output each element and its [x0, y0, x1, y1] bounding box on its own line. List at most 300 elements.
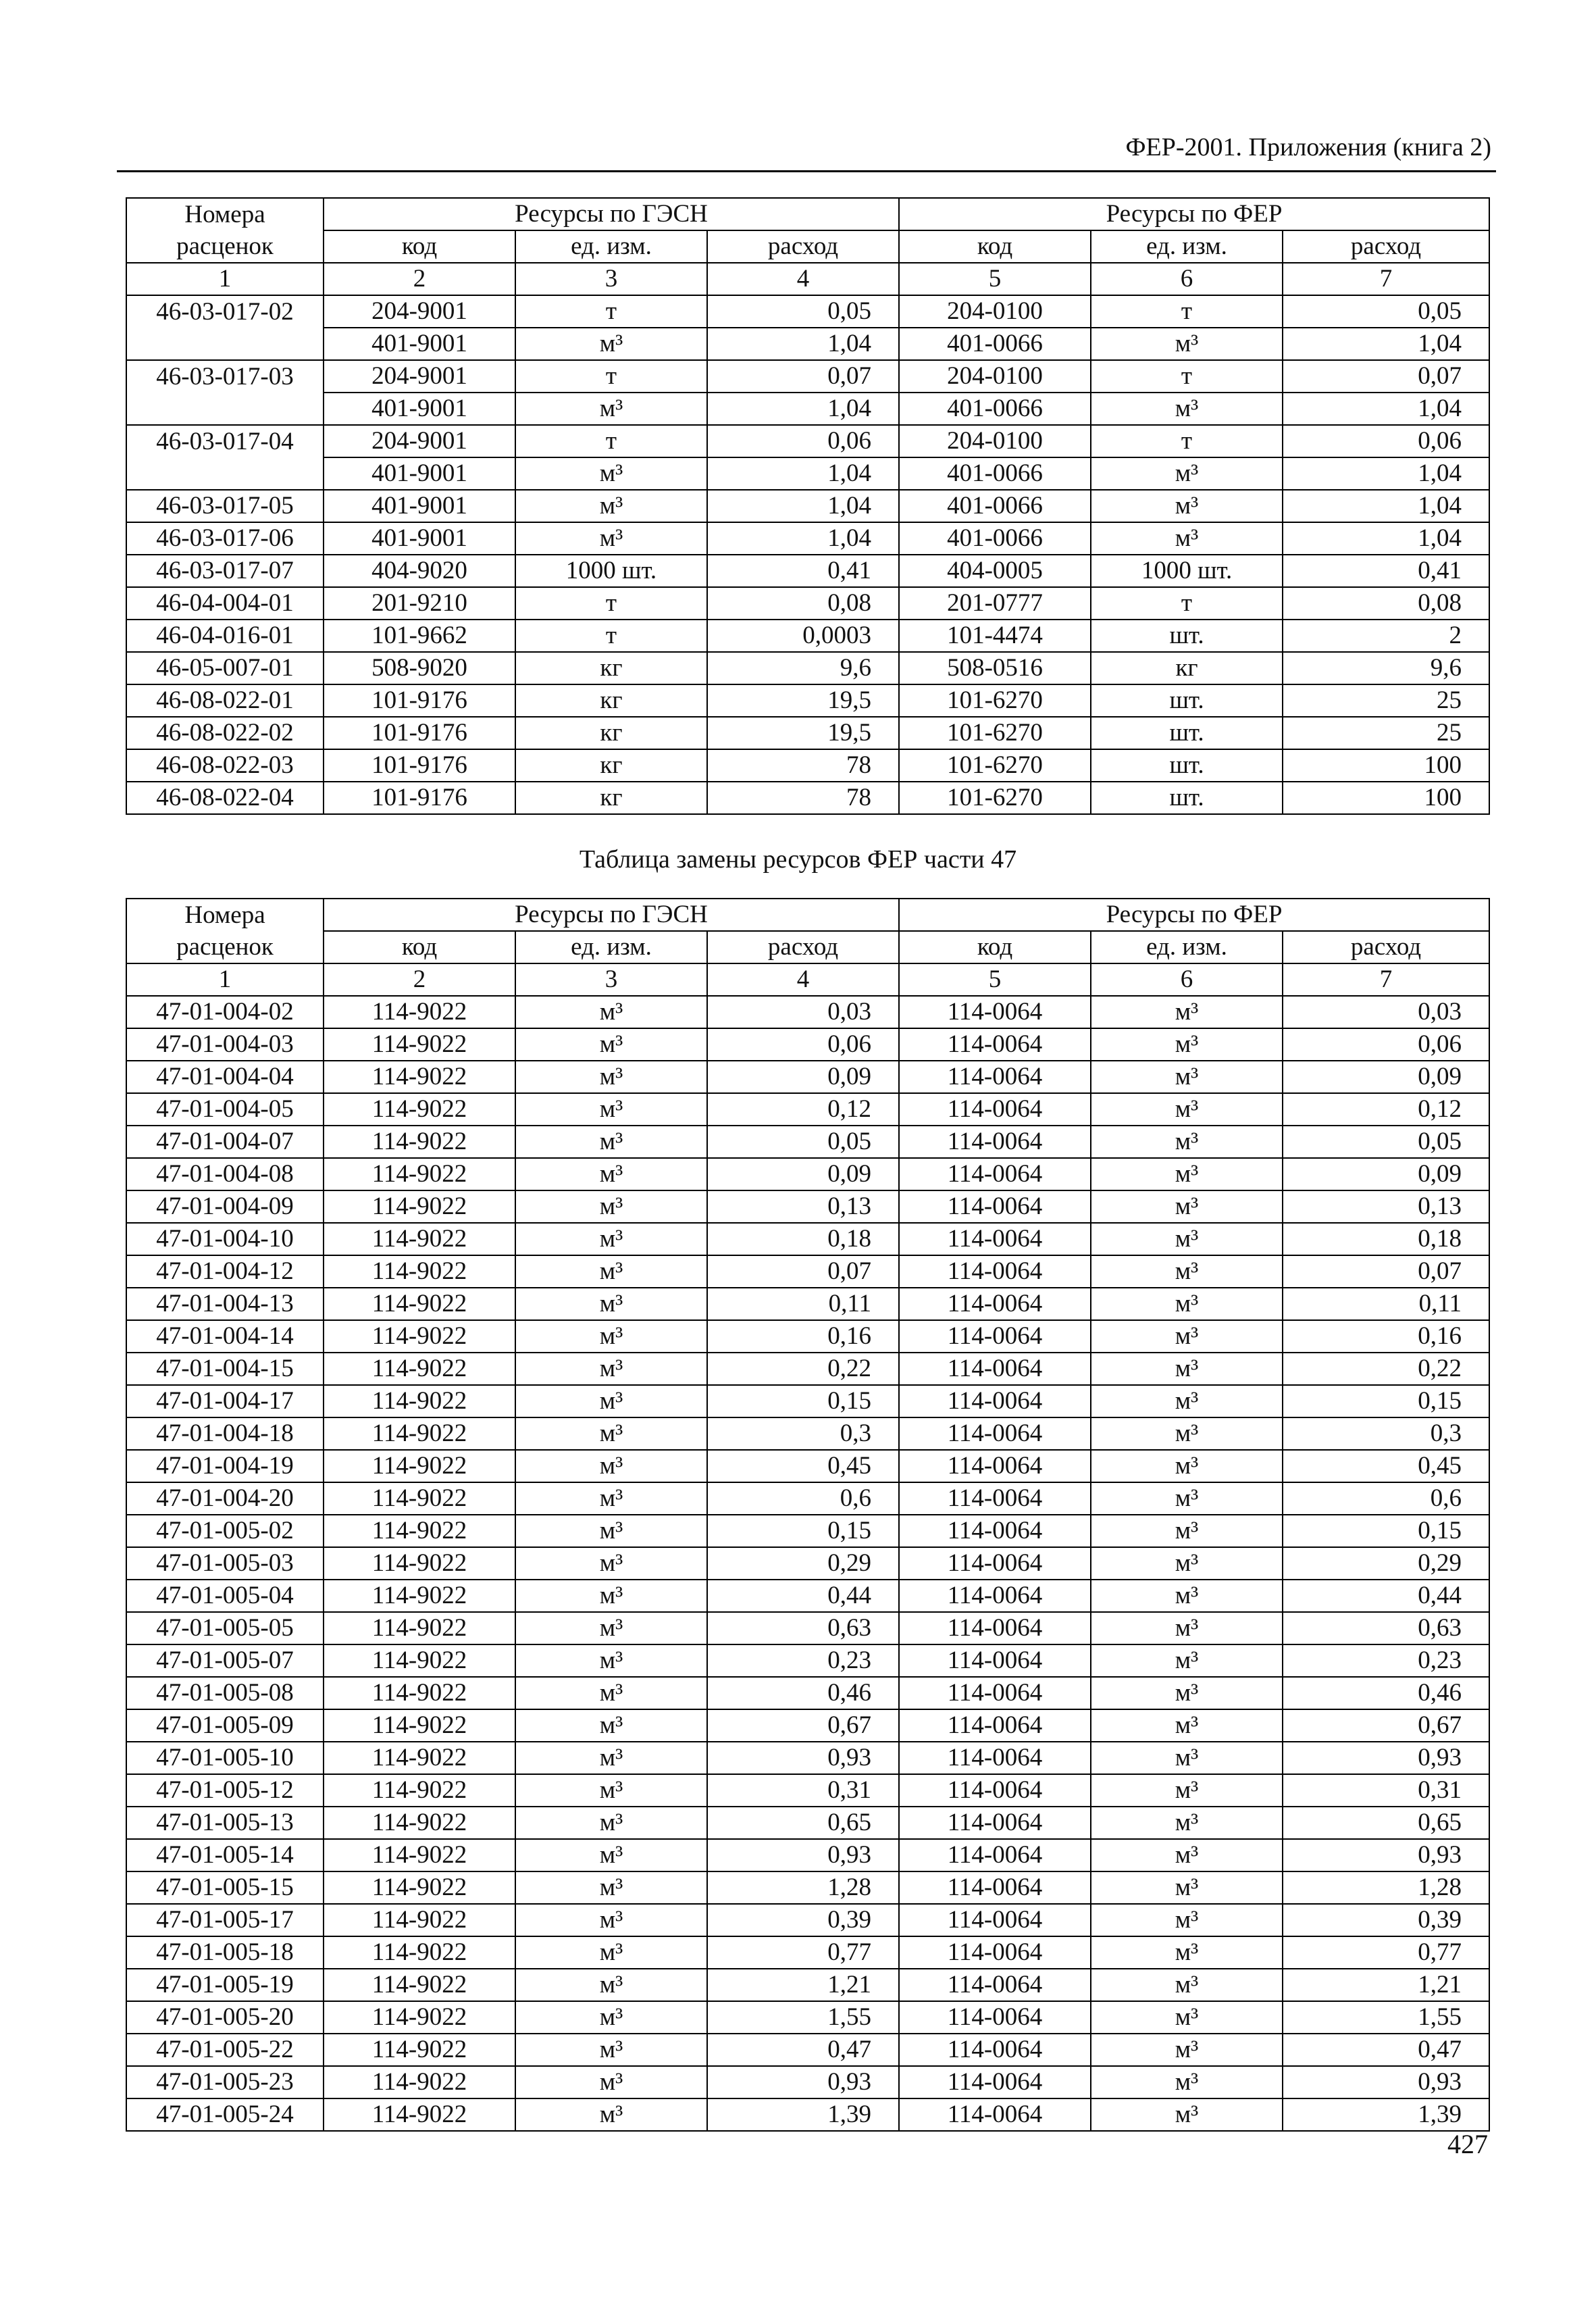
gesn-consumption-cell: 0,65 [707, 1807, 899, 1839]
fer-unit-cell: т [1091, 425, 1283, 457]
gesn-consumption-cell: 0,45 [707, 1450, 899, 1482]
rate-number-cell: 47-01-004-18 [126, 1417, 324, 1450]
col-number: 5 [899, 263, 1091, 295]
gesn-consumption-header: расход [707, 230, 899, 263]
gesn-code-cell: 204-9001 [324, 425, 515, 457]
gesn-unit-cell: м³ [515, 1417, 707, 1450]
column-number-row [126, 963, 1489, 996]
table-row [126, 1061, 1489, 1093]
fer-consumption-cell: 0,15 [1283, 1385, 1489, 1417]
gesn-consumption-cell: 0,31 [707, 1774, 899, 1807]
gesn-consumption-cell: 0,93 [707, 1742, 899, 1774]
gesn-code-cell: 101-9176 [324, 749, 515, 782]
fer-code-cell: 114-0064 [899, 1742, 1091, 1774]
gesn-consumption-cell: 0,46 [707, 1677, 899, 1709]
gesn-code-cell: 114-9022 [324, 1807, 515, 1839]
fer-code-cell: 114-0064 [899, 1482, 1091, 1515]
table-row [126, 782, 1489, 814]
fer-consumption-cell: 0,09 [1283, 1158, 1489, 1190]
rate-number-cell: 47-01-005-09 [126, 1709, 324, 1742]
gesn-code-cell: 114-9022 [324, 2034, 515, 2066]
rate-number-cell: 47-01-004-02 [126, 996, 324, 1028]
gesn-unit-cell: кг [515, 749, 707, 782]
fer-consumption-cell: 0,08 [1283, 587, 1489, 620]
rate-number-cell [126, 457, 324, 490]
gesn-code-cell: 114-9022 [324, 1742, 515, 1774]
fer-consumption-cell: 0,11 [1283, 1288, 1489, 1320]
gesn-code-cell: 401-9001 [324, 457, 515, 490]
fer-consumption-cell: 0,93 [1283, 1839, 1489, 1871]
gesn-code-cell: 404-9020 [324, 555, 515, 587]
fer-unit-cell: м³ [1091, 2034, 1283, 2066]
table-row [126, 1807, 1489, 1839]
fer-code-cell: 114-0064 [899, 1385, 1091, 1417]
gesn-consumption-cell: 19,5 [707, 684, 899, 717]
col-number: 4 [707, 963, 899, 996]
fer-unit-cell: м³ [1091, 2098, 1283, 2131]
table-row [126, 360, 1489, 393]
fer-unit-cell: т [1091, 295, 1283, 328]
gesn-code-cell: 101-9176 [324, 782, 515, 814]
col-number: 5 [899, 963, 1091, 996]
gesn-code-cell: 114-9022 [324, 1644, 515, 1677]
col-number: 3 [515, 963, 707, 996]
fer-unit-cell: м³ [1091, 1709, 1283, 1742]
fer-consumption-cell: 0,23 [1283, 1644, 1489, 1677]
fer-code-header: код [899, 931, 1091, 963]
fer-unit-cell: м³ [1091, 1644, 1283, 1677]
gesn-consumption-cell: 0,93 [707, 1839, 899, 1871]
gesn-unit-cell: 1000 шт. [515, 555, 707, 587]
col-number: 2 [324, 263, 515, 295]
table-row [126, 1969, 1489, 2001]
gesn-consumption-cell: 0,18 [707, 1223, 899, 1255]
fer-code-cell: 114-0064 [899, 2001, 1091, 2034]
table-row [126, 1320, 1489, 1353]
gesn-consumption-cell: 0,22 [707, 1353, 899, 1385]
gesn-consumption-cell: 0,09 [707, 1061, 899, 1093]
table-row [126, 620, 1489, 652]
rate-number-cell: 47-01-004-05 [126, 1093, 324, 1126]
fer-consumption-cell: 0,03 [1283, 996, 1489, 1028]
gesn-code-cell: 114-9022 [324, 1028, 515, 1061]
fer-code-cell: 114-0064 [899, 1353, 1091, 1385]
col-number: 1 [126, 963, 324, 996]
rate-number-cell: 47-01-005-15 [126, 1871, 324, 1904]
gesn-consumption-cell: 9,6 [707, 652, 899, 684]
fer-unit-cell: м³ [1091, 1969, 1283, 2001]
fer-code-cell: 114-0064 [899, 1677, 1091, 1709]
gesn-code-cell: 401-9001 [324, 490, 515, 522]
gesn-code-cell: 114-9022 [324, 1450, 515, 1482]
rate-number-cell: 47-01-005-20 [126, 2001, 324, 2034]
rate-number-cell: 46-04-004-01 [126, 587, 324, 620]
fer-unit-cell: м³ [1091, 1774, 1283, 1807]
fer-consumption-cell: 1,21 [1283, 1969, 1489, 2001]
gesn-code-cell: 114-9022 [324, 1774, 515, 1807]
rate-number-cell: 47-01-005-10 [126, 1742, 324, 1774]
fer-code-cell: 114-0064 [899, 1093, 1091, 1126]
gesn-consumption-cell: 78 [707, 782, 899, 814]
fer-unit-cell: шт. [1091, 717, 1283, 749]
gesn-unit-cell: м³ [515, 1126, 707, 1158]
gesn-unit-cell: м³ [515, 1255, 707, 1288]
fer-consumption-cell: 25 [1283, 684, 1489, 717]
table-row [126, 652, 1489, 684]
rate-number-cell: 47-01-005-05 [126, 1612, 324, 1644]
col-number: 3 [515, 263, 707, 295]
gesn-consumption-cell: 0,0003 [707, 620, 899, 652]
fer-consumption-cell: 0,22 [1283, 1353, 1489, 1385]
gesn-code-cell: 114-9022 [324, 1126, 515, 1158]
rate-number-cell: 46-03-017-02 [126, 295, 324, 328]
gesn-unit-header: ед. изм. [515, 931, 707, 963]
table-row [126, 1223, 1489, 1255]
gesn-consumption-cell: 1,55 [707, 2001, 899, 2034]
gesn-unit-cell: м³ [515, 1709, 707, 1742]
fer-code-cell: 401-0066 [899, 457, 1091, 490]
gesn-unit-cell: м³ [515, 996, 707, 1028]
fer-unit-cell: м³ [1091, 1807, 1283, 1839]
fer-consumption-cell: 0,05 [1283, 295, 1489, 328]
gesn-unit-cell: т [515, 295, 707, 328]
gesn-unit-cell: м³ [515, 1547, 707, 1580]
gesn-unit-cell: м³ [515, 1288, 707, 1320]
gesn-unit-cell: кг [515, 717, 707, 749]
fer-code-cell: 114-0064 [899, 1612, 1091, 1644]
table-row [126, 425, 1489, 457]
rate-numbers-header-bottom: расценок [126, 931, 324, 963]
rate-number-cell: 47-01-004-10 [126, 1223, 324, 1255]
table-row [126, 555, 1489, 587]
gesn-code-cell: 114-9022 [324, 1936, 515, 1969]
fer-code-cell: 114-0064 [899, 2098, 1091, 2131]
rate-number-cell: 46-03-017-07 [126, 555, 324, 587]
gesn-unit-cell: м³ [515, 1644, 707, 1677]
table-row [126, 1936, 1489, 1969]
gesn-unit-cell: м³ [515, 1677, 707, 1709]
fer-unit-cell: м³ [1091, 1580, 1283, 1612]
gesn-unit-cell: м³ [515, 1580, 707, 1612]
gesn-unit-cell: м³ [515, 1904, 707, 1936]
gesn-unit-cell: м³ [515, 2034, 707, 2066]
gesn-consumption-cell: 1,04 [707, 328, 899, 360]
rate-number-cell: 47-01-005-13 [126, 1807, 324, 1839]
rate-number-cell: 47-01-005-22 [126, 2034, 324, 2066]
gesn-unit-cell: м³ [515, 1353, 707, 1385]
gesn-unit-cell: м³ [515, 1223, 707, 1255]
fer-unit-cell: м³ [1091, 1061, 1283, 1093]
fer-code-cell: 204-0100 [899, 360, 1091, 393]
gesn-code-cell: 401-9001 [324, 328, 515, 360]
table-row [126, 1353, 1489, 1385]
gesn-unit-cell: м³ [515, 2001, 707, 2034]
gesn-consumption-cell: 1,04 [707, 393, 899, 425]
gesn-code-cell: 114-9022 [324, 1482, 515, 1515]
gesn-code-cell: 401-9001 [324, 522, 515, 555]
fer-code-cell: 114-0064 [899, 1969, 1091, 2001]
rate-number-cell [126, 328, 324, 360]
table-row [126, 1547, 1489, 1580]
fer-consumption-cell: 1,39 [1283, 2098, 1489, 2131]
column-number-row [126, 263, 1489, 295]
gesn-unit-cell: м³ [515, 1969, 707, 2001]
fer-code-cell: 114-0064 [899, 1126, 1091, 1158]
col-number: 7 [1283, 263, 1489, 295]
fer-unit-cell: м³ [1091, 1742, 1283, 1774]
fer-consumption-cell: 100 [1283, 749, 1489, 782]
fer-consumption-cell: 0,93 [1283, 1742, 1489, 1774]
gesn-consumption-cell: 1,04 [707, 522, 899, 555]
table-row [126, 2001, 1489, 2034]
fer-code-cell: 114-0064 [899, 1061, 1091, 1093]
table-47-caption: Таблица замены ресурсов ФЕР части 47 [579, 845, 1017, 874]
fer-code-cell: 114-0064 [899, 1774, 1091, 1807]
fer-unit-cell: м³ [1091, 1028, 1283, 1061]
fer-consumption-cell: 0,13 [1283, 1190, 1489, 1223]
gesn-unit-cell: м³ [515, 2098, 707, 2131]
rate-number-cell: 46-08-022-02 [126, 717, 324, 749]
fer-code-cell: 401-0066 [899, 490, 1091, 522]
table-row [126, 1288, 1489, 1320]
rate-number-cell: 47-01-005-02 [126, 1515, 324, 1547]
fer-unit-cell: м³ [1091, 1288, 1283, 1320]
gesn-unit-cell: м³ [515, 393, 707, 425]
rate-numbers-header-top: Номера [126, 198, 324, 230]
gesn-unit-cell: т [515, 425, 707, 457]
fer-unit-cell: 1000 шт. [1091, 555, 1283, 587]
rate-number-cell [126, 393, 324, 425]
table-row [126, 1612, 1489, 1644]
rate-number-cell: 47-01-005-24 [126, 2098, 324, 2131]
gesn-code-cell: 114-9022 [324, 2066, 515, 2098]
fer-code-cell: 401-0066 [899, 522, 1091, 555]
gesn-unit-cell: кг [515, 684, 707, 717]
gesn-code-cell: 114-9022 [324, 1320, 515, 1353]
col-number: 4 [707, 263, 899, 295]
col-number: 6 [1091, 263, 1283, 295]
rate-number-cell: 47-01-005-14 [126, 1839, 324, 1871]
gesn-consumption-cell: 0,05 [707, 295, 899, 328]
gesn-consumption-cell: 0,08 [707, 587, 899, 620]
fer-consumption-cell: 0,44 [1283, 1580, 1489, 1612]
fer-code-cell: 101-6270 [899, 717, 1091, 749]
rate-number-cell: 47-01-005-03 [126, 1547, 324, 1580]
gesn-unit-cell: кг [515, 782, 707, 814]
fer-consumption-cell: 0,31 [1283, 1774, 1489, 1807]
gesn-unit-cell: м³ [515, 1450, 707, 1482]
gesn-consumption-cell: 0,67 [707, 1709, 899, 1742]
gesn-consumption-cell: 1,39 [707, 2098, 899, 2131]
fer-unit-cell: кг [1091, 652, 1283, 684]
fer-group-header: Ресурсы по ФЕР [899, 198, 1489, 230]
gesn-unit-cell: м³ [515, 1839, 707, 1871]
rate-number-cell: 46-03-017-03 [126, 360, 324, 393]
fer-code-cell: 114-0064 [899, 1223, 1091, 1255]
table-row [126, 1644, 1489, 1677]
fer-consumption-cell: 0,77 [1283, 1936, 1489, 1969]
gesn-consumption-cell: 0,15 [707, 1385, 899, 1417]
gesn-code-cell: 114-9022 [324, 1190, 515, 1223]
fer-unit-cell: т [1091, 587, 1283, 620]
table-row [126, 522, 1489, 555]
fer-consumption-cell: 25 [1283, 717, 1489, 749]
header-row-sub [126, 230, 1489, 263]
fer-unit-cell: шт. [1091, 749, 1283, 782]
col-number: 6 [1091, 963, 1283, 996]
fer-code-cell: 204-0100 [899, 295, 1091, 328]
col-number: 1 [126, 263, 324, 295]
fer-unit-cell: м³ [1091, 1450, 1283, 1482]
fer-code-cell: 101-6270 [899, 749, 1091, 782]
fer-consumption-cell: 1,04 [1283, 457, 1489, 490]
gesn-consumption-cell: 0,09 [707, 1158, 899, 1190]
fer-unit-cell: м³ [1091, 1482, 1283, 1515]
gesn-unit-cell: м³ [515, 1807, 707, 1839]
gesn-unit-cell: м³ [515, 457, 707, 490]
fer-consumption-cell: 1,04 [1283, 393, 1489, 425]
rate-number-cell: 47-01-004-19 [126, 1450, 324, 1482]
fer-code-cell: 114-0064 [899, 2066, 1091, 2098]
rate-number-cell: 47-01-005-23 [126, 2066, 324, 2098]
rate-number-cell: 47-01-004-12 [126, 1255, 324, 1288]
fer-unit-cell: шт. [1091, 684, 1283, 717]
gesn-code-cell: 114-9022 [324, 2098, 515, 2131]
gesn-unit-cell: м³ [515, 1190, 707, 1223]
fer-unit-cell: м³ [1091, 522, 1283, 555]
gesn-group-header: Ресурсы по ГЭСН [324, 198, 899, 230]
rate-number-cell: 46-08-022-03 [126, 749, 324, 782]
fer-consumption-cell: 0,46 [1283, 1677, 1489, 1709]
gesn-code-header: код [324, 230, 515, 263]
gesn-unit-cell: м³ [515, 1612, 707, 1644]
table-row [126, 393, 1489, 425]
rate-number-cell: 47-01-004-14 [126, 1320, 324, 1353]
gesn-code-cell: 114-9022 [324, 1353, 515, 1385]
gesn-consumption-cell: 0,07 [707, 1255, 899, 1288]
gesn-consumption-cell: 1,21 [707, 1969, 899, 2001]
gesn-code-cell: 114-9022 [324, 1158, 515, 1190]
header-row-top [126, 899, 1489, 931]
fer-unit-cell: м³ [1091, 1320, 1283, 1353]
fer-consumption-cell: 0,07 [1283, 1255, 1489, 1288]
rate-number-cell: 47-01-004-17 [126, 1385, 324, 1417]
gesn-unit-cell: м³ [515, 1871, 707, 1904]
gesn-consumption-cell: 0,06 [707, 1028, 899, 1061]
fer-code-cell: 114-0064 [899, 1158, 1091, 1190]
table-row [126, 1385, 1489, 1417]
fer-code-cell: 101-4474 [899, 620, 1091, 652]
header-row-top [126, 198, 1489, 230]
table-row [126, 749, 1489, 782]
table-row [126, 2034, 1489, 2066]
gesn-group-header: Ресурсы по ГЭСН [324, 899, 899, 931]
fer-code-cell: 114-0064 [899, 1709, 1091, 1742]
gesn-code-cell: 101-9176 [324, 717, 515, 749]
gesn-consumption-cell: 1,28 [707, 1871, 899, 1904]
table-row [126, 328, 1489, 360]
fer-code-cell: 114-0064 [899, 1547, 1091, 1580]
table-47-body [126, 996, 1489, 2131]
gesn-unit-header: ед. изм. [515, 230, 707, 263]
fer-consumption-cell: 1,04 [1283, 328, 1489, 360]
gesn-consumption-cell: 0,15 [707, 1515, 899, 1547]
gesn-unit-cell: м³ [515, 328, 707, 360]
fer-unit-cell: м³ [1091, 2001, 1283, 2034]
table-row [126, 1580, 1489, 1612]
table-47-resources [126, 898, 1490, 2132]
gesn-unit-cell: м³ [515, 2066, 707, 2098]
gesn-code-cell: 114-9022 [324, 1061, 515, 1093]
fer-unit-cell: м³ [1091, 1417, 1283, 1450]
fer-consumption-cell: 0,3 [1283, 1417, 1489, 1450]
table-row [126, 490, 1489, 522]
table-row [126, 2098, 1489, 2131]
gesn-unit-cell: м³ [515, 490, 707, 522]
gesn-unit-cell: м³ [515, 1158, 707, 1190]
gesn-consumption-cell: 78 [707, 749, 899, 782]
gesn-code-cell: 114-9022 [324, 1515, 515, 1547]
header-rule [117, 170, 1496, 172]
fer-consumption-cell: 0,06 [1283, 1028, 1489, 1061]
fer-consumption-cell: 1,55 [1283, 2001, 1489, 2034]
table-row [126, 1126, 1489, 1158]
fer-unit-cell: м³ [1091, 1223, 1283, 1255]
fer-code-cell: 114-0064 [899, 1417, 1091, 1450]
table-row [126, 1255, 1489, 1288]
fer-unit-cell: м³ [1091, 328, 1283, 360]
fer-code-header: код [899, 230, 1091, 263]
fer-consumption-cell: 0,15 [1283, 1515, 1489, 1547]
fer-consumption-cell: 0,12 [1283, 1093, 1489, 1126]
gesn-consumption-cell: 0,06 [707, 425, 899, 457]
fer-consumption-cell: 0,18 [1283, 1223, 1489, 1255]
fer-unit-cell: м³ [1091, 1385, 1283, 1417]
fer-unit-cell: м³ [1091, 1612, 1283, 1644]
fer-unit-cell: м³ [1091, 1353, 1283, 1385]
table-row [126, 684, 1489, 717]
table-row [126, 1417, 1489, 1450]
fer-consumption-cell: 1,04 [1283, 490, 1489, 522]
fer-unit-cell: м³ [1091, 1190, 1283, 1223]
rate-number-cell: 46-08-022-04 [126, 782, 324, 814]
rate-number-cell: 47-01-004-15 [126, 1353, 324, 1385]
gesn-code-cell: 114-9022 [324, 1385, 515, 1417]
fer-code-cell: 401-0066 [899, 393, 1091, 425]
gesn-code-cell: 114-9022 [324, 1969, 515, 2001]
fer-code-cell: 404-0005 [899, 555, 1091, 587]
gesn-consumption-header: расход [707, 931, 899, 963]
fer-code-cell: 114-0064 [899, 1580, 1091, 1612]
fer-consumption-cell: 0,09 [1283, 1061, 1489, 1093]
gesn-code-cell: 101-9662 [324, 620, 515, 652]
table-row [126, 1515, 1489, 1547]
fer-code-cell: 101-6270 [899, 782, 1091, 814]
fer-unit-cell: м³ [1091, 1871, 1283, 1904]
running-head: ФЕР-2001. Приложения (книга 2) [1125, 133, 1491, 161]
gesn-consumption-cell: 0,16 [707, 1320, 899, 1353]
fer-unit-header: ед. изм. [1091, 230, 1283, 263]
fer-unit-cell: м³ [1091, 393, 1283, 425]
gesn-consumption-cell: 0,47 [707, 2034, 899, 2066]
fer-code-cell: 101-6270 [899, 684, 1091, 717]
fer-consumption-cell: 9,6 [1283, 652, 1489, 684]
fer-consumption-cell: 1,04 [1283, 522, 1489, 555]
table-row [126, 1709, 1489, 1742]
gesn-consumption-cell: 0,44 [707, 1580, 899, 1612]
rate-number-cell: 47-01-005-08 [126, 1677, 324, 1709]
gesn-code-cell: 114-9022 [324, 1255, 515, 1288]
